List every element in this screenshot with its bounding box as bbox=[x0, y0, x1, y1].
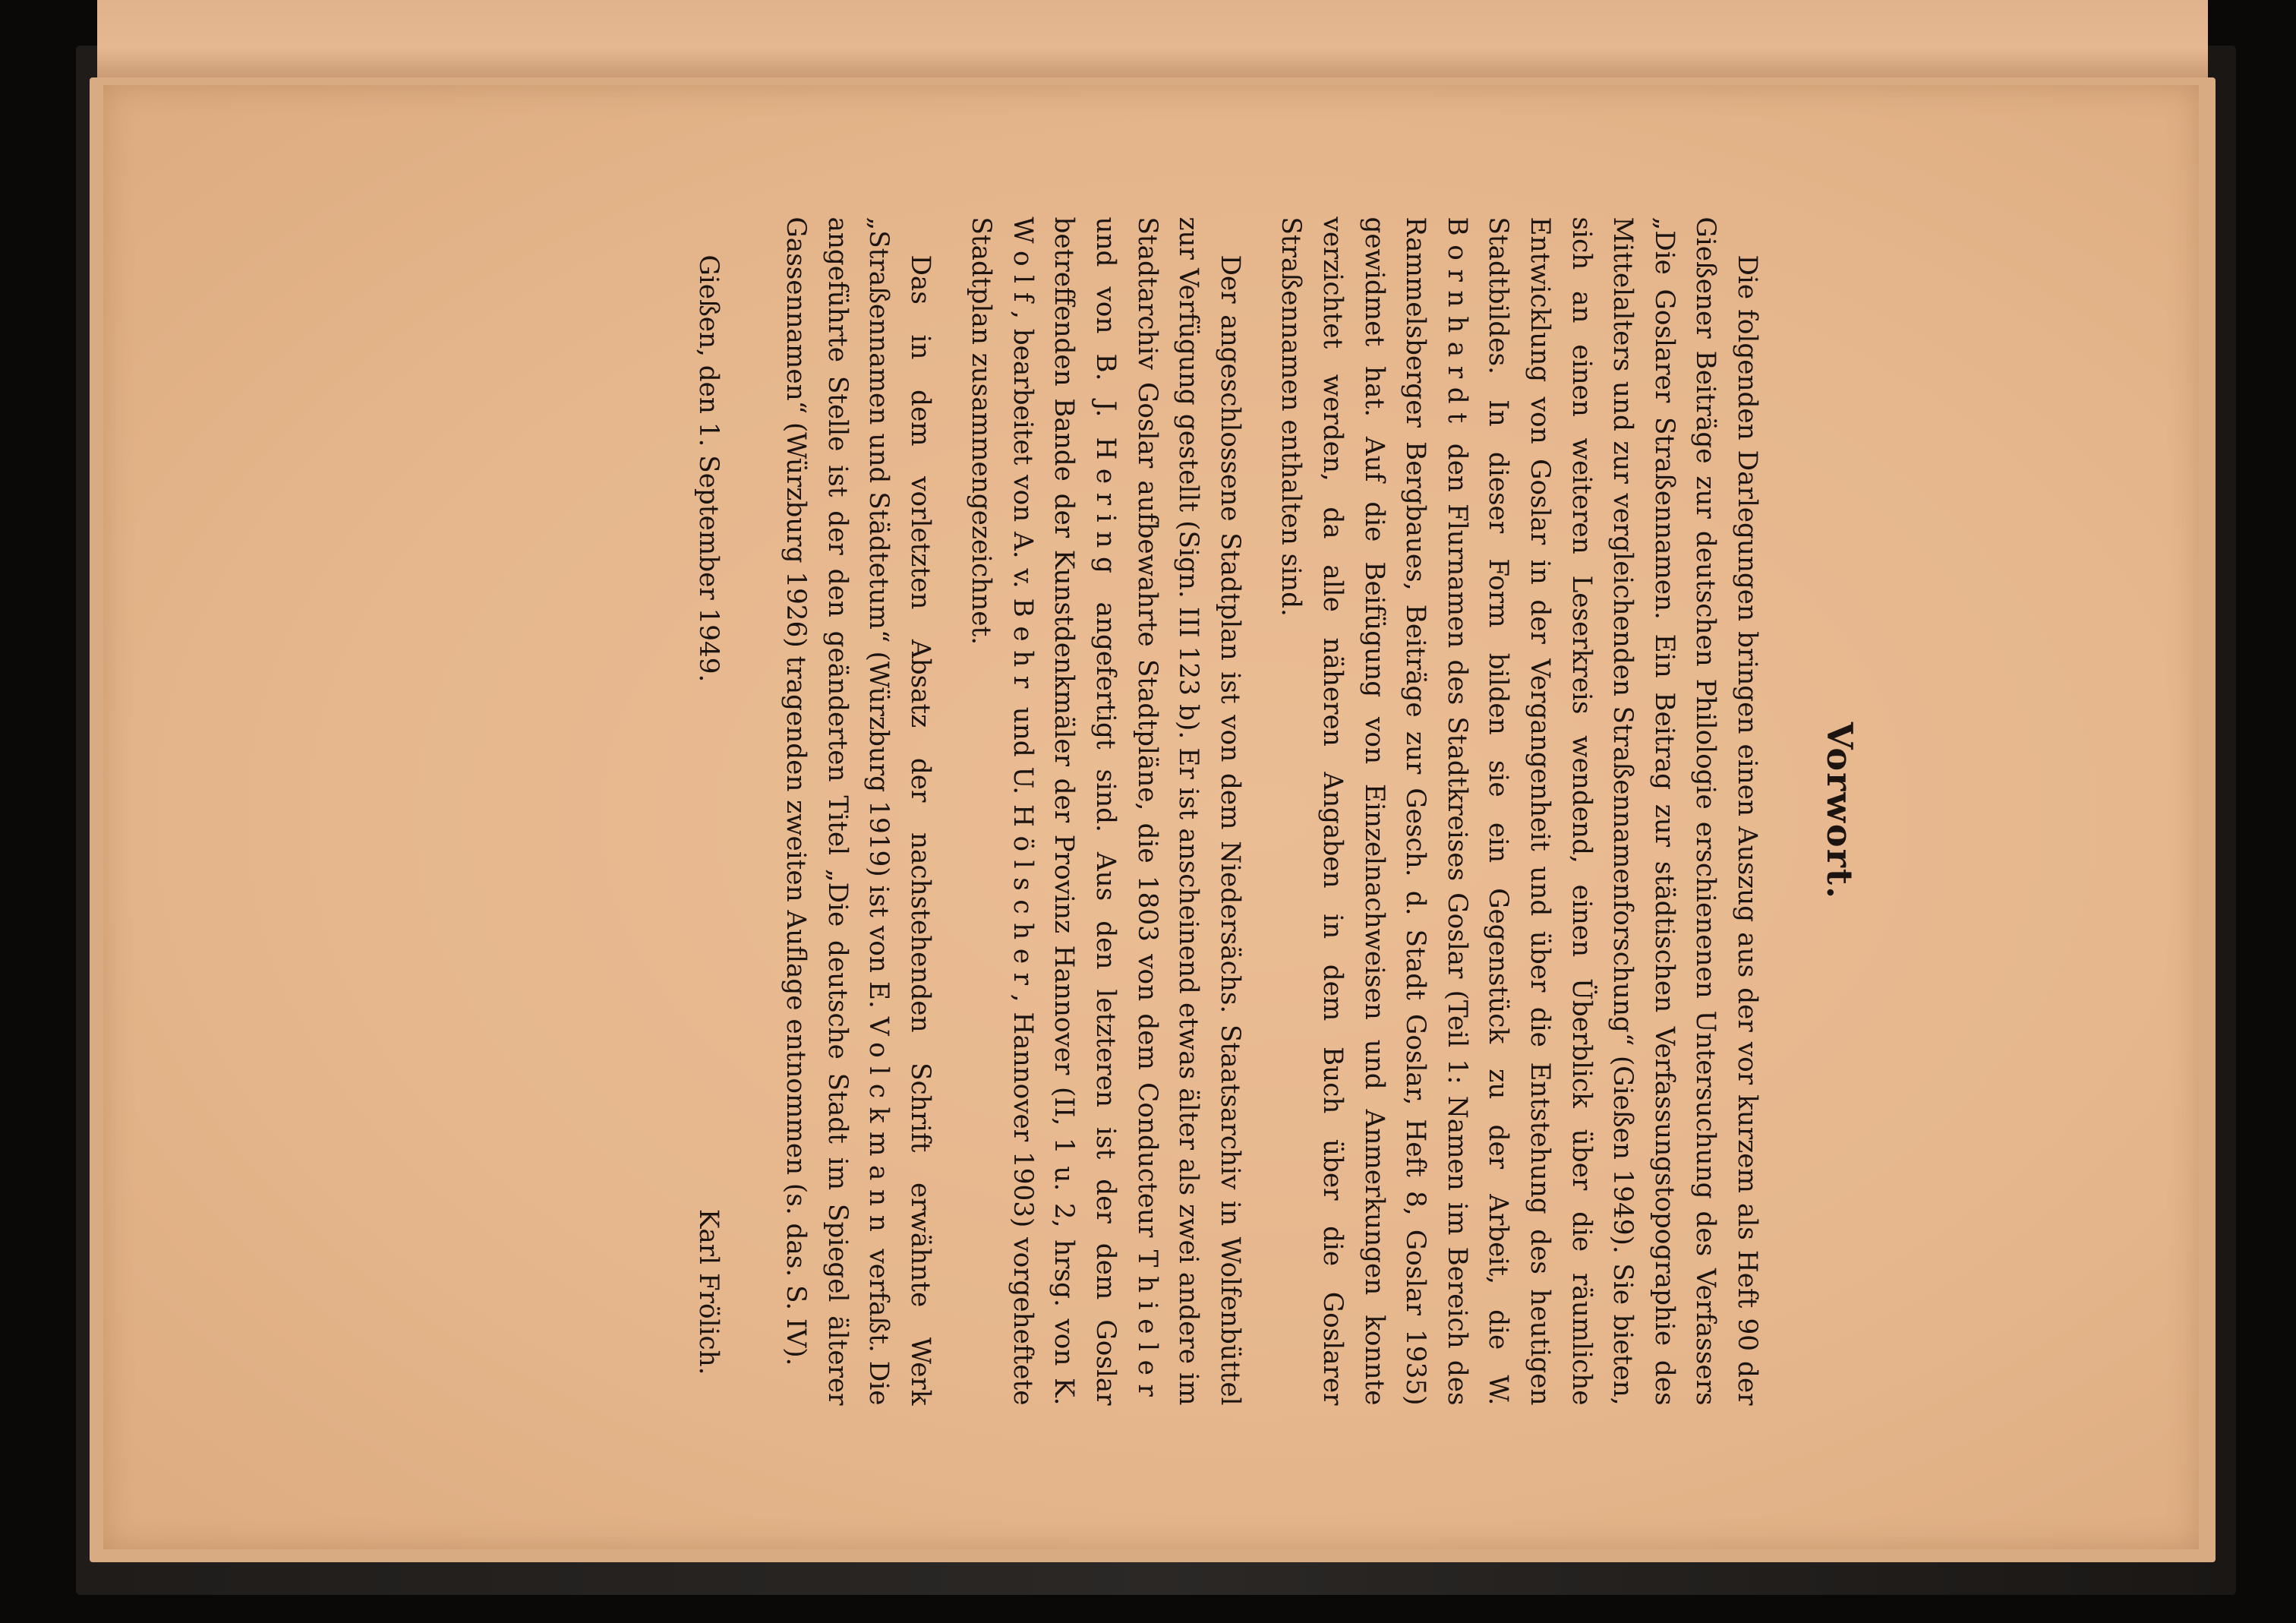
preface-text-block bbox=[433, 217, 1860, 1406]
author-name: Karl Frölich. bbox=[693, 1208, 724, 1375]
paragraph-1: Die folgenden Darlegungen bringen einen Auszug aus der vor kurzem als Heft 90 der Gießener Beiträge zur deutschen Philologie erschienenen Untersuchung des Verfassers „Die Goslarer Straßennamen. Ein Beitrag zur städtischen Verfassungstopographie des Mittelalters und zur vergleichenden Straßennamenforschung“ (Gießen 1949). Sie bieten, sich an einen weiteren Leserkreis wendend, einen Überblick über die räumliche Entwicklung von Goslar in der Vergangenheit und über die Entstehung des heutigen Stadtbildes. In dieser Form bilden sie ein Gegenstück zu der Arbeit, die W. Bornhardt den Flurnamen des Stadtkreises Goslar (Teil 1: Namen im Bereich des Rammelsberger Bergbaues, Beiträge zur Gesch. d. Stadt Goslar, Heft 8, Goslar 1935) gewidmet hat. Auf die Beifügung von Einzelnachweisen und Anmerkungen konnte verzichtet werden, da alle näheren Angaben in dem Buch über die Goslarer Straßennamen enthalten sind. bbox=[1276, 216, 1762, 1406]
spaced-name: Thieler bbox=[1131, 1249, 1162, 1406]
paragraph-2: Der angeschlossene Stadtplan ist von dem Niedersächs. Staatsarchiv in Wolfenbüttel zur Verfügung gestellt (Sign. III 123 b). Er ist anscheinend etwas älter als zwei andere im Stadtarchiv Goslar aufbewahrte Stadtpläne, die 1803 von dem Conducteur Thieler und von B. J. Hering angefertigt sind. Aus den letzteren ist der dem Goslar betreffenden Bande der Kunstdenkmäler der Provinz Hannover (II, 1 u. 2, hrsg. von K. Wolf, bearbeitet von A. v. Behr und U. Hölscher, Hannover 1903) vorgeheftete Stadtplan zusammengezeichnet. bbox=[966, 216, 1245, 1406]
spaced-name: Hering bbox=[1090, 437, 1121, 583]
spaced-name: Bornhardt bbox=[1441, 216, 1472, 432]
place-date: Gießen, den 1. September 1949. bbox=[693, 254, 724, 683]
page-title: Vorwort. bbox=[1819, 722, 1860, 901]
spaced-name: Behr bbox=[1007, 598, 1038, 697]
signature-row bbox=[688, 217, 730, 1406]
spaced-name: Hölscher bbox=[1007, 804, 1038, 994]
paragraph-3: Das in dem vorletzten Absatz der nachstehenden Schrift erwähnte Werk „Straßennamen und Städtetum“ (Würzburg 1919) ist von E. Volckmann verfaßt. Die angeführte Stelle ist der den geänderten Titel „Die deutsche Stadt im Spiegel älterer Gassennamen“ (Würzburg 1926) tragenden zweiten Auflage entnommen (s. das. S. IV). bbox=[780, 216, 935, 1406]
facing-page-edge bbox=[97, 0, 2208, 80]
spaced-name: Wolf bbox=[1007, 216, 1038, 311]
spaced-name: Volckmann bbox=[863, 1016, 894, 1241]
